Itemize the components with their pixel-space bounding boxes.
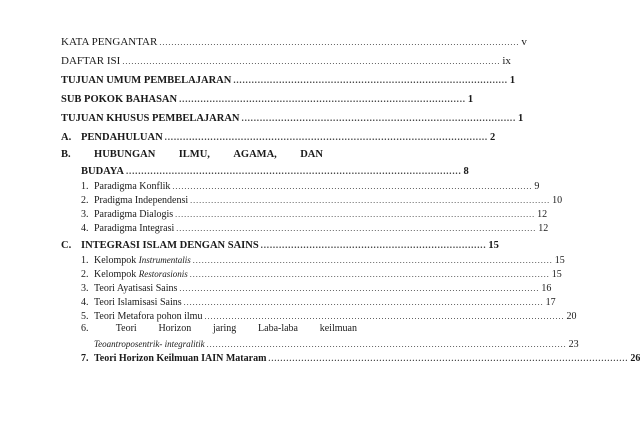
- leader-dots: ..........................................................................................................: [164, 132, 488, 142]
- item-number: 3.: [81, 209, 89, 220]
- toc-entry-daftar-isi[interactable]: [61, 54, 511, 69]
- section-letter: B.: [61, 149, 71, 160]
- leader-dots: ........................................................................................................................: [268, 354, 629, 363]
- toc-subentry[interactable]: [81, 179, 540, 194]
- toc-entry-page: 23: [568, 339, 579, 350]
- toc-subentry-label: [81, 207, 173, 222]
- item-number: 2.: [81, 269, 89, 280]
- item-title-word: keilmuan: [319, 323, 357, 334]
- toc-subentry[interactable]: [81, 193, 563, 208]
- toc-subentry-label: [81, 221, 174, 236]
- item-title-italic: Restorasionis: [138, 269, 188, 279]
- toc-entry-label: [61, 130, 163, 145]
- toc-entry-page: 1: [467, 94, 474, 105]
- toc-subentry[interactable]: [81, 221, 549, 236]
- item-number: 4.: [81, 297, 89, 308]
- toc-entry-section-c[interactable]: [61, 238, 499, 253]
- item-number: 7.: [81, 353, 89, 364]
- toc-entry-page: 9: [534, 181, 540, 192]
- toc-entry-sub-pokok[interactable]: [61, 92, 474, 107]
- item-number: 4.: [81, 223, 89, 234]
- toc-subentry[interactable]: [81, 309, 577, 324]
- item-title: Kelompok: [94, 255, 139, 266]
- item-number: 1.: [81, 181, 89, 192]
- toc-entry-page: 17: [545, 297, 556, 308]
- section-title: PENDAHULUAN: [81, 132, 163, 143]
- section-title-word: AGAMA,: [233, 149, 277, 160]
- leader-dots: ........................................................................................................................: [159, 38, 520, 47]
- section-letter: C.: [61, 240, 72, 251]
- item-title: Teori Metafora pohon ilmu: [94, 311, 203, 322]
- section-title-word: HUBUNGAN: [94, 149, 156, 160]
- leader-dots: ........................................................................................................................: [206, 340, 567, 349]
- item-title-word: jaring: [212, 323, 237, 334]
- item-title: Paradigma Dialogis: [94, 209, 174, 220]
- toc-entry-page: 26: [630, 353, 640, 364]
- toc-entry-page: 15: [554, 255, 565, 266]
- item-title: Teori Ayatisasi Sains: [94, 283, 178, 294]
- toc-subentry[interactable]: [81, 253, 565, 268]
- item-title-italic: Instrumentalis: [138, 255, 191, 265]
- toc-subentry[interactable]: [81, 295, 556, 310]
- item-number: 5.: [81, 311, 89, 322]
- leader-dots: ........................................................................................................................: [175, 210, 536, 219]
- toc-entry-page: 1: [518, 113, 524, 124]
- item-title: Paradigma Integrasi: [94, 223, 175, 234]
- toc-subentry-label: [81, 351, 266, 366]
- toc-subentry-label: [81, 253, 191, 268]
- toc-entry-label: SUB POKOK BAHASAN: [61, 94, 178, 105]
- toc-subentry[interactable]: [81, 351, 640, 366]
- toc-subentry-6-line1[interactable]: [81, 323, 357, 334]
- toc-entry-label: [61, 238, 259, 253]
- toc-entry-page: v: [521, 36, 527, 48]
- leader-dots: ........................................................................................................................: [189, 270, 550, 279]
- toc-entry-page: 16: [541, 283, 552, 294]
- item-title-word: Laba-laba: [258, 323, 298, 334]
- leader-dots: ..........................................................................................: [233, 75, 508, 85]
- leader-dots: ........................................................................................................................: [172, 182, 533, 191]
- section-title-word: ILMU,: [178, 149, 210, 160]
- toc-entry-tujuan-umum[interactable]: [61, 73, 516, 88]
- leader-dots: ........................................................................................................................: [183, 298, 544, 307]
- section-title: INTEGRASI ISLAM DENGAN SAINS: [81, 240, 259, 251]
- toc-subentry-label: [81, 193, 188, 208]
- leader-dots: ........................................................................................................................: [179, 284, 540, 293]
- toc-entry-label: KATA PENGANTAR: [61, 36, 158, 48]
- toc-entry-label: TUJUAN KHUSUS PEMBELAJARAN: [61, 113, 240, 124]
- toc-entry-section-b-line2[interactable]: [81, 164, 469, 179]
- toc-entry-page: 12: [538, 223, 549, 234]
- leader-dots: ........................................................................................................................: [190, 196, 551, 205]
- toc-entry-page: 10: [552, 195, 563, 206]
- toc-entry-page: 15: [551, 269, 562, 280]
- toc-entry-label: DAFTAR ISI: [61, 55, 121, 67]
- leader-dots: ........................................................................................................................: [192, 256, 553, 265]
- item-title: Paradigma Konflik: [94, 181, 171, 192]
- item-title-italic: Teoantroposentrik- integralitik: [94, 339, 205, 349]
- item-title: Pradigma Independensi: [94, 195, 189, 206]
- toc-entry-page: 20: [566, 311, 577, 322]
- item-number: 3.: [81, 283, 89, 294]
- section-letter: A.: [61, 132, 72, 143]
- toc-entry-label: TUJUAN UMUM PEMBELAJARAN: [61, 75, 232, 86]
- toc-subentry-6-line2[interactable]: [94, 337, 579, 352]
- toc-subentry-label: [81, 267, 188, 282]
- toc-entry-page: 2: [489, 132, 496, 143]
- toc-entry-page: 1: [509, 75, 516, 86]
- toc-subentry-label: [81, 295, 182, 310]
- toc-entry-tujuan-khusus[interactable]: [61, 111, 524, 126]
- item-number: 2.: [81, 195, 89, 206]
- item-number: 6.: [81, 323, 89, 334]
- leader-dots: ..........................................................................................: [241, 113, 517, 123]
- toc-entry-kata-pengantar[interactable]: [61, 35, 527, 50]
- toc-entry-page: ix: [502, 55, 511, 67]
- leader-dots: ..........................................................................: [260, 240, 487, 250]
- item-title: Kelompok: [94, 269, 139, 280]
- toc-subentry-label: [81, 309, 202, 324]
- toc-subentry-label: [81, 281, 177, 296]
- toc-subentry[interactable]: [81, 267, 562, 282]
- item-number: 1.: [81, 255, 89, 266]
- leader-dots: ..............................................................................................................: [126, 166, 462, 176]
- leader-dots: ........................................................................................................................: [204, 312, 565, 321]
- section-title-continuation: BUDAYA: [81, 166, 124, 177]
- toc-subentry[interactable]: [81, 281, 552, 296]
- section-title-word: DAN: [300, 149, 323, 160]
- leader-dots: ..............................................................................................................................: [122, 57, 501, 66]
- toc-entry-section-a[interactable]: [61, 130, 496, 145]
- item-title: Teori Horizon Keilmuan IAIN Mataram: [94, 353, 267, 364]
- leader-dots: ........................................................................................................................: [176, 224, 537, 233]
- toc-entry-section-b-line1[interactable]: [61, 149, 323, 160]
- toc-entry-page: 15: [488, 240, 499, 251]
- item-title-word: Teori: [115, 323, 137, 334]
- toc-entry-page: 8: [463, 166, 469, 177]
- leader-dots: ..............................................................................................: [179, 94, 466, 104]
- item-title: Teori Islamisasi Sains: [94, 297, 182, 308]
- item-title-word: Horizon: [158, 323, 192, 334]
- toc-subentry[interactable]: [81, 207, 548, 222]
- toc-subentry-label: [81, 179, 170, 194]
- toc-entry-page: 12: [537, 209, 548, 220]
